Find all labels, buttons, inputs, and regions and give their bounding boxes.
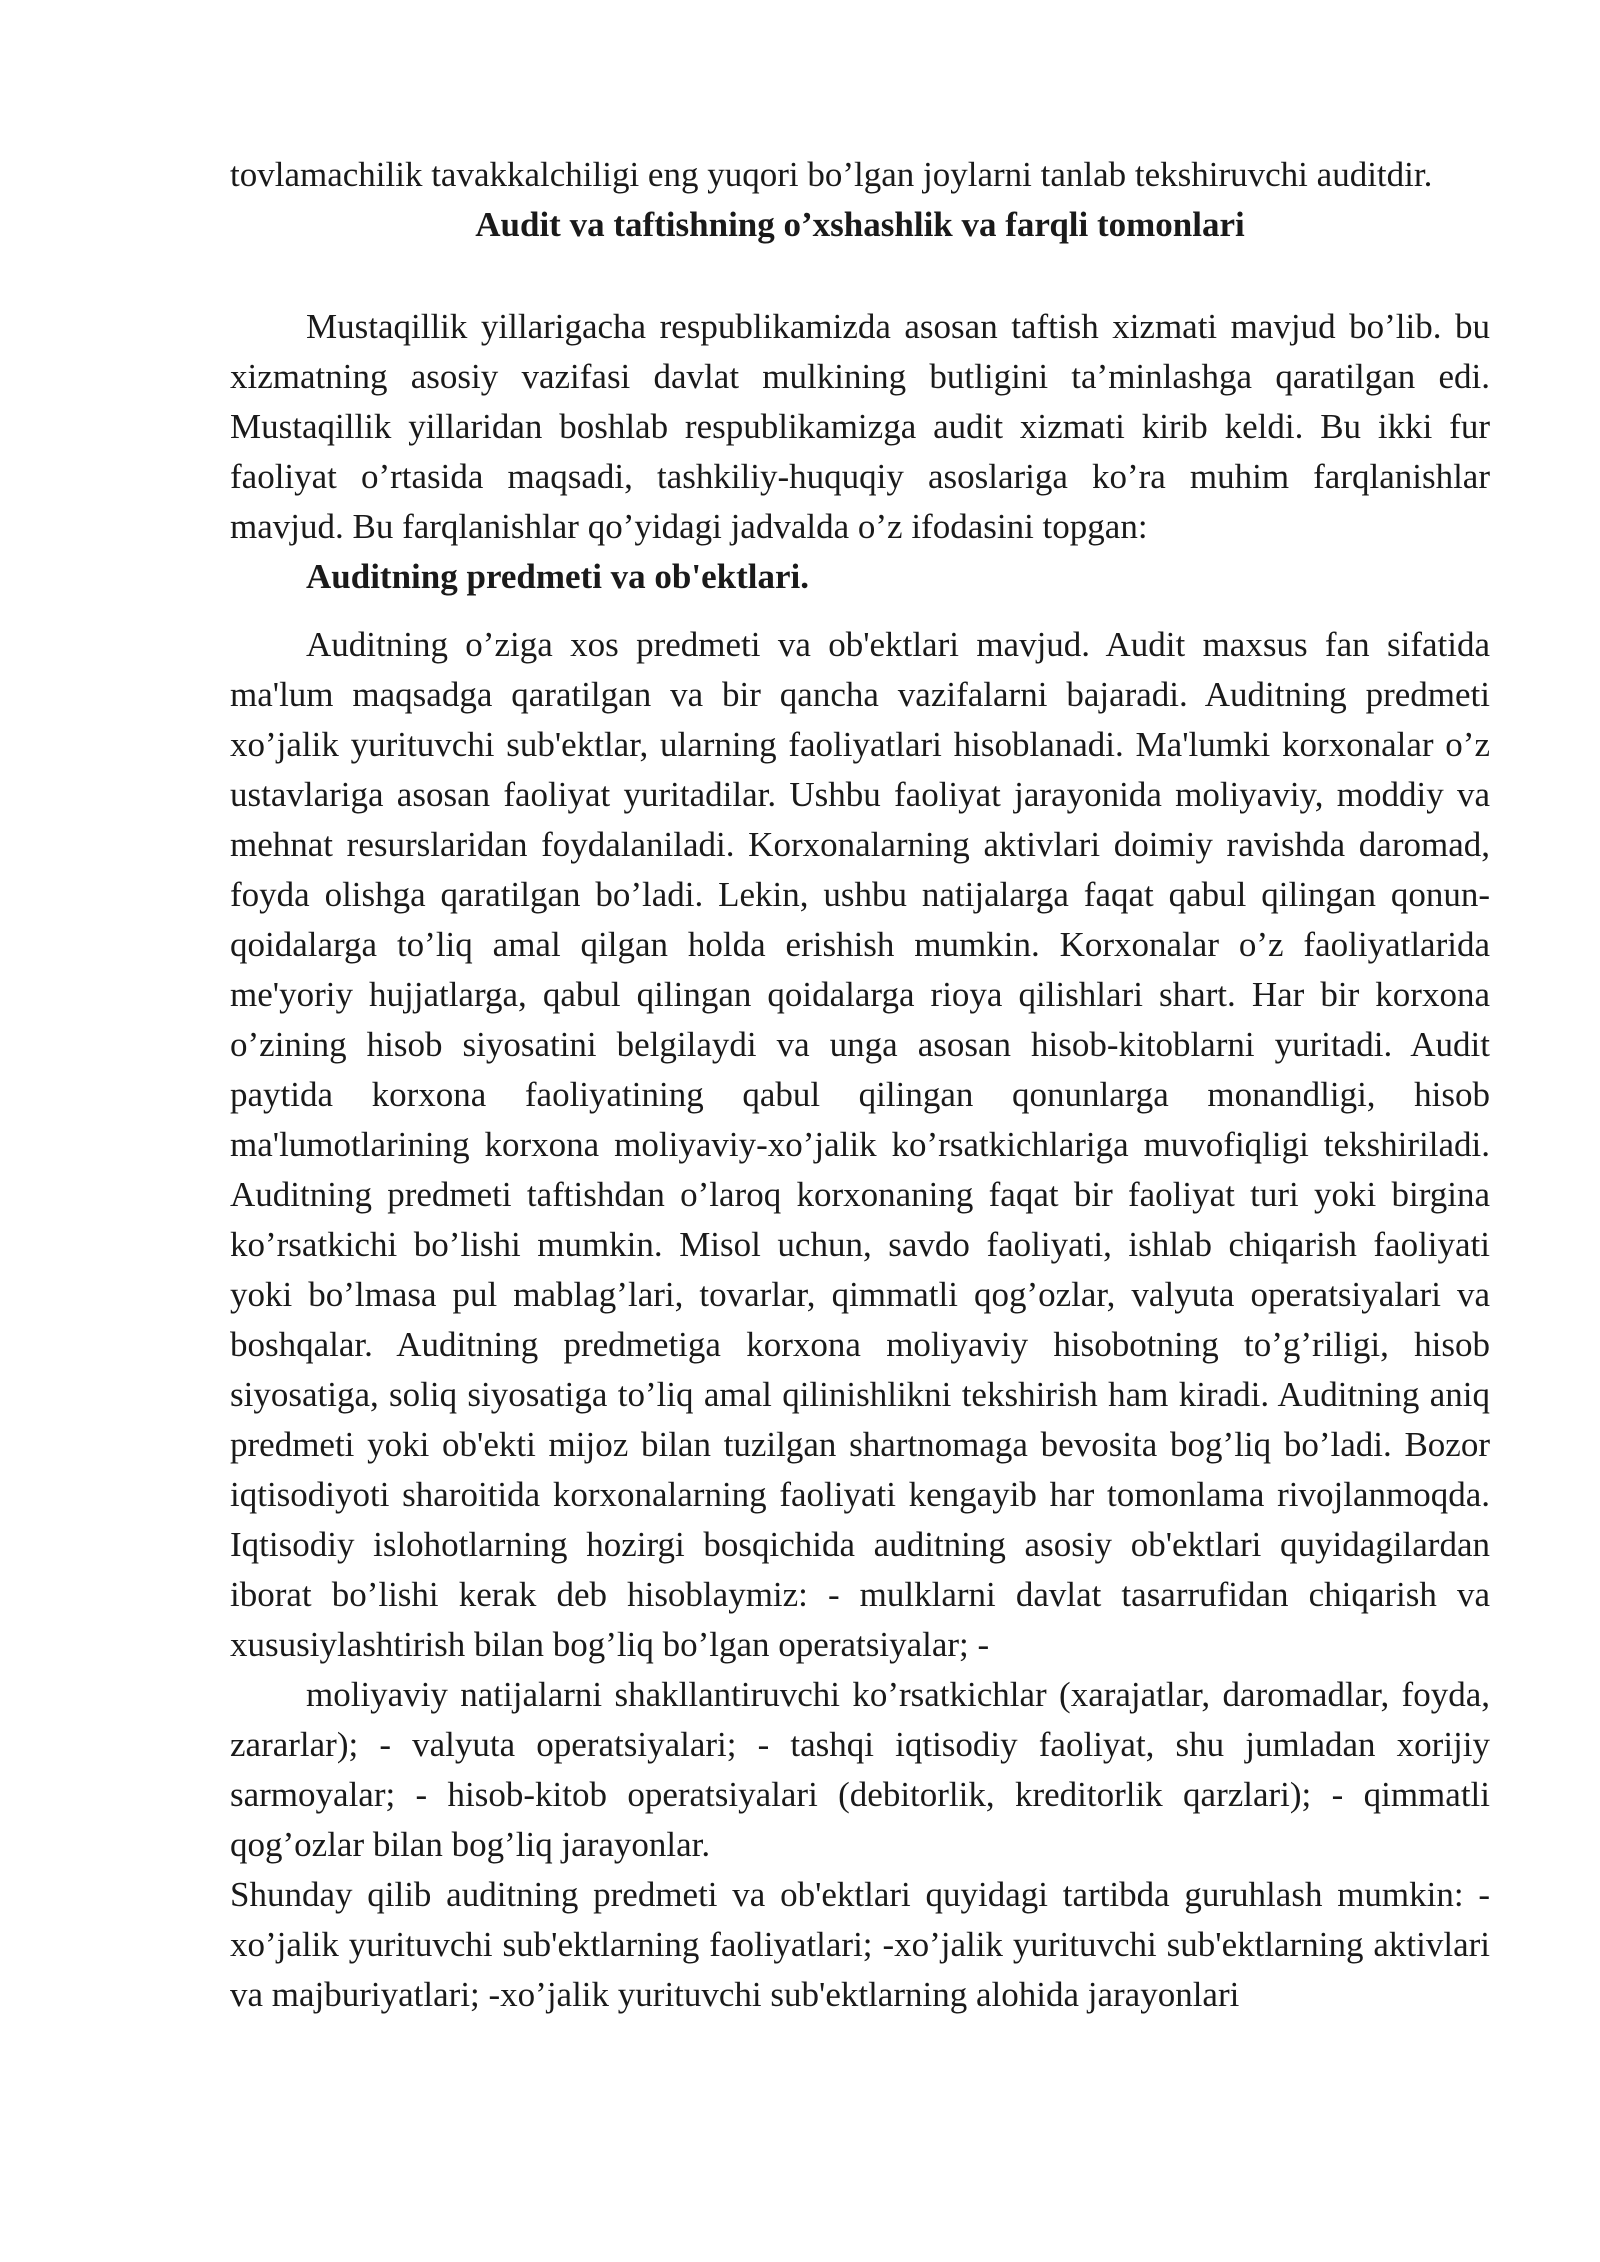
spacer [230, 250, 1490, 302]
paragraph-objects-list: moliyaviy natijalarni shakllantiruvchi ko’rsatkichlar (xarajatlar, daromadlar, foyda, zararlar); - valyuta operatsiyalari; - tashqi iqtisodiy faoliyat, shu jumladan xorijiy sarmoyalar; - hisob-kitob operatsiyalari (debitorlik, kreditorlik qarzlari); - qimmatli qog’ozlar bilan bog’liq jarayonlar. [230, 1675, 1490, 1864]
spacer [230, 602, 1490, 620]
paragraph-subject: Auditning o’ziga xos predmeti va ob'ektlari mavjud. Audit maxsus fan sifatida ma'lum maqsadga qaratilgan va bir qancha vazifalarni bajaradi. Auditning predmeti xo’jalik yurituvchi sub'ektlar, ularning faoliyatlari hisoblanadi. Ma'lumki korxonalar o’z ustavlariga asosan faoliyat yuritadilar. Ushbu faoliyat jarayonida moliyaviy, moddiy va mehnat resurslaridan foydalaniladi. Korxonalarning aktivlari doimiy ravishda daromad, foyda olishga qaratilgan bo’ladi. Lekin, ushbu natijalarga faqat qabul qilingan qonun-qoidalarga to’liq amal qilgan holda erishish mumkin. Korxonalar o’z faoliyatlarida me'yoriy hujjatlarga, qabul qilingan qoidalarga rioya qilishlari shart. Har bir korxona o’zining hisob siyosatini belgilaydi va unga asosan hisob-kitoblarni yuritadi. Audit paytida korxona faoliyatining qabul qilingan qonunlarga monandligi, hisob ma'lumotlarining korxona moliyaviy-xo’jalik ko’rsatkichlariga muvofiqligi tekshiriladi. Auditning predmeti taftishdan o’laroq korxonaning faqat bir faoliyat turi yoki birgina ko’rsatkichi bo’lishi mumkin. Misol uchun, savdo faoliyati, ishlab chiqarish faoliyati yoki bo’lmasa pul mablag’lari, tovarlar, qimmatli qog’ozlar, valyuta operatsiyalari va boshqalar. Auditning predmetiga korxona moliyaviy hisobotning to’g’riligi, hisob siyosatiga, soliq siyosatiga to’liq amal qilinishlikni tekshirish ham kiradi. Auditning aniq predmeti yoki ob'ekti mijoz bilan tuzilgan shartnomaga bevosita bog’liq bo’ladi. Bozor iqtisodiyoti sharoitida korxonalarning faoliyati kengayib har tomonlama rivojlanmoqda. Iqtisodiy islohotlarning hozirgi bosqichida auditning asosiy ob'ektlari quyidagilardan iborat bo’lishi kerak deb hisoblaymiz: - mulklarni davlat tasarrufidan chiqarish va xususiylashtirish bilan bog’liq bo’lgan operatsiyalar; - [230, 625, 1490, 1664]
continuation-paragraph: tovlamachilik tavakkalchiligi eng yuqori bo’lgan joylarni tanlab tekshiruvchi auditdir. [230, 155, 1433, 194]
subheading: Auditning predmeti va ob'ektlari. [306, 557, 810, 596]
section-title: Audit va taftishning o’xshashlik va farqli tomonlari [475, 205, 1245, 244]
paragraph-grouping: Shunday qilib auditning predmeti va ob'ektlari quyidagi tartibda guruhlash mumkin: -xo’jalik yurituvchi sub'ektlarning faoliyatlari; -xo’jalik yurituvchi sub'ektlarning aktivlari va majburiyatlari; -xo’jalik yurituvchi sub'ektlarning alohida jarayonlari [230, 1875, 1490, 2014]
paragraph-history: Mustaqillik yillarigacha respublikamizda asosan taftish xizmati mavjud bo’lib. bu xizmatning asosiy vazifasi davlat mulkining butligini ta’minlashga qaratilgan edi. Mustaqillik yillaridan boshlab respublikamizga audit xizmati kirib keldi. Bu ikki fur faoliyat o’rtasida maqsadi, tashkiliy-huquqiy asoslariga ko’ra muhim farqlanishlar mavjud. Bu farqlanishlar qo’yidagi jadvalda o’z ifodasini topgan: [230, 307, 1490, 546]
document-page [230, 150, 1490, 2020]
